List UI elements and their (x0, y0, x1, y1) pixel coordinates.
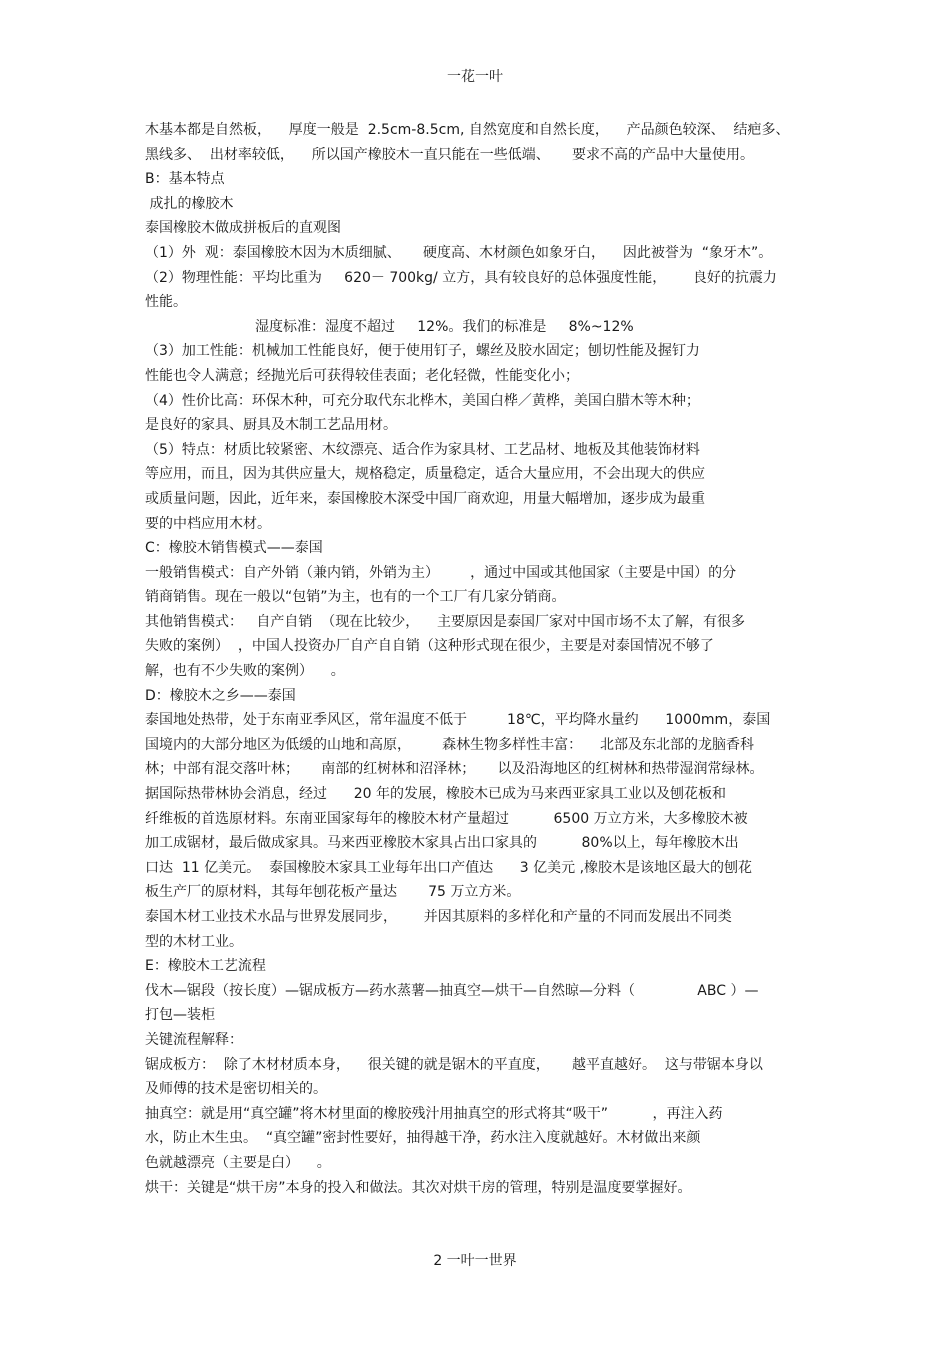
text-line: （3）加工性能：机械加工性能良好，便于使用钉子，螺丝及胶水固定；刨切性能及握钉力 (145, 343, 700, 360)
text-line: 口达 11 亿美元。 泰国橡胶木家具工业每年出口产值达 3 亿美元 ,橡胶木是该地区最大的刨花 (145, 859, 753, 876)
text-line: 或质量问题，因此，近年来，泰国橡胶木深受中国厂商欢迎，用量大幅增加，逐步成为最重 (145, 490, 705, 507)
text-line: 要的中档应用木材。 (145, 515, 271, 532)
text-line: 伐木—锯段（按长度）—锯成板方—药水蒸薯—抽真空—烘干—自然晾—分料（ ABC ）— (145, 982, 759, 999)
text-line: B：基本特点 (145, 171, 225, 188)
text-line: 纤维板的首选原材料。东南亚国家每年的橡胶木材产量超过 6500 万立方米，大多橡胶木被 (145, 810, 748, 827)
text-line: 等应用，而且，因为其供应量大，规格稳定，质量稳定，适合大量应用，不会出现大的供应 (145, 466, 705, 483)
text-line: C：橡胶木销售模式——泰国 (145, 540, 323, 557)
text-line: 加工成锯材，最后做成家具。马来西亚橡胶木家具占出口家具的 80%以上，每年橡胶木出 (145, 835, 739, 852)
text-line: 水，防止木生虫。 “真空罐”密封性要好，抽得越干净，药水注入度就越好。木材做出来颜 (145, 1130, 701, 1147)
document-body (145, 118, 815, 1200)
text-line: 一般销售模式：自产外销（兼内销，外销为主） ，通过中国或其他国家（主要是中国）的分 (145, 564, 737, 581)
text-line: 抽真空：就是用“真空罐”将木材里面的橡胶残汁用抽真空的形式将其“吸干” ，再注入药 (145, 1105, 723, 1122)
text-line: 解，也有不少失败的案例） 。 (145, 663, 345, 680)
page-header: 一花一叶 (447, 69, 503, 85)
text-line: （5）特点：材质比较紧密、木纹漂亮、适合作为家具材、工艺品材、地板及其他装饰材料 (145, 441, 700, 458)
text-line: 及师傅的技术是密切相关的。 (145, 1081, 327, 1098)
text-line: 锯成板方： 除了木材材质本身， 很关键的就是锯木的平直度， 越平直越好。 这与带锯本身以 (145, 1056, 763, 1073)
text-line: （4）性价比高：环保木种，可充分取代东北桦木，美国白桦／黄桦，美国白腊木等木种； (145, 392, 700, 409)
text-line: （2）物理性能：平均比重为 620－ 700kg/ 立方，具有较良好的总体强度性能， 良好的抗震力 (145, 269, 777, 286)
text-line: 泰国木材工业技术水品与世界发展同步， 并因其原料的多样化和产量的不同而发展出不同类 (145, 909, 732, 925)
text-line: E：橡胶木工艺流程 (145, 958, 266, 975)
text-line: 其他销售模式： 自产自销 （现在比较少， 主要原因是泰国厂家对中国市场不太了解，有很多 (145, 613, 746, 630)
text-line: 湿度标准：湿度不超过 12%。我们的标准是 8%~12% (255, 318, 634, 335)
text-line: 色就越漂亮（主要是白） 。 (145, 1154, 331, 1171)
text-line: D：橡胶木之乡——泰国 (145, 687, 296, 704)
text-line: 黑线多、 出材率较低， 所以国产橡胶木一直只能在一些低端、 要求不高的产品中大量使用。 (145, 146, 754, 163)
text-line: 成扎的橡胶木 (145, 195, 234, 212)
text-line: 打包—装柜 (145, 1007, 215, 1024)
text-line: 泰国地处热带，处于东南亚季风区，常年温度不低于 18℃，平均降水量约 1000mm，泰国 (145, 712, 771, 729)
text-line: 性能也令人满意；经抛光后可获得较佳表面；老化轻微，性能变化小； (145, 367, 579, 384)
text-line: 泰国橡胶木做成拼板后的直观图 (145, 220, 341, 237)
text-line: 据国际热带林协会消息，经过 20 年的发展，橡胶木已成为马来西亚家具工业以及刨花板和 (145, 786, 726, 803)
text-line: 失败的案例） ，中国人投资办厂自产自自销（这种形式现在很少，主要是对泰国情况不够了 (145, 638, 714, 655)
text-line: 国境内的大部分地区为低缓的山地和高原， 森林生物多样性丰富： 北部及东北部的龙脑香科 (145, 736, 754, 753)
text-line: （1）外 观：泰国橡胶木因为木质细腻、 硬度高、木材颜色如象牙白， 因此被誉为 “象牙木”。 (145, 244, 773, 261)
text-line: 烘干：关键是“烘干房”本身的投入和做法。其次对烘干房的管理，特别是温度要掌握好。 (145, 1179, 692, 1196)
text-line: 销商销售。现在一般以“包销”为主，也有的一个工厂有几家分销商。 (145, 589, 566, 606)
page-footer: 2 一叶一世界 (433, 1253, 517, 1269)
text-line: 板生产厂的原材料，其每年刨花板产量达 75 万立方米。 (145, 884, 521, 901)
text-line: 木基本都是自然板， 厚度一般是 2.5cm-8.5cm, 自然宽度和自然长度， 产品颜色较深、 结疤多、 (145, 122, 790, 138)
text-line: 关键流程解释： (145, 1031, 243, 1048)
text-line: 林；中部有混交落叶林； 南部的红树林和沼泽林； 以及沿海地区的红树林和热带湿润常绿林。 (145, 761, 764, 778)
text-line: 性能。 (145, 294, 187, 311)
text-line: 是良好的家具、厨具及木制工艺品用材。 (145, 417, 397, 434)
text-line: 型的木材工业。 (145, 933, 243, 950)
